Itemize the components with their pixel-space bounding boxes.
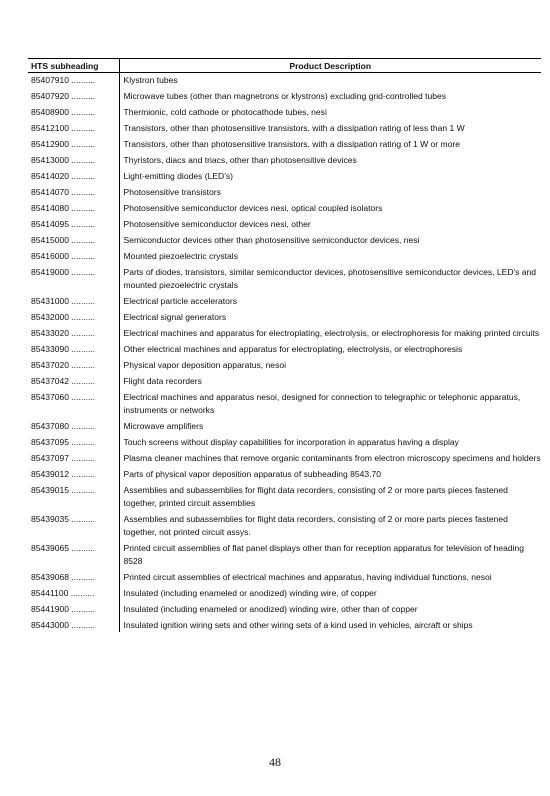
table-row: [28, 201, 541, 217]
hts-code-cell: 85437060 ..........: [31, 392, 96, 402]
table-row: [28, 310, 541, 326]
product-description-cell: Printed circuit assemblies of flat panel displays other than for reception apparatus for television of heading 8528: [119, 541, 541, 570]
hts-code-cell: 85439065 ..........: [31, 543, 96, 553]
table-row: [28, 121, 541, 137]
hts-code-cell: 85437080 ..........: [31, 421, 96, 431]
product-description-cell: Electrical machines and apparatus nesoi, designed for connection to telegraphic or telephonic apparatus, instruments or networks: [119, 390, 541, 419]
table-row: [28, 512, 541, 541]
table-row: [28, 358, 541, 374]
hts-code-cell: 85412900 ..........: [31, 139, 96, 149]
product-description-cell: Microwave amplifiers: [119, 419, 541, 435]
header-row: [28, 59, 541, 73]
table-row: [28, 294, 541, 310]
hts-code-cell: 85419000 ..........: [31, 267, 96, 277]
table-row: [28, 89, 541, 105]
table-row: [28, 249, 541, 265]
table-row: [28, 570, 541, 586]
product-description-cell: Semiconductor devices other than photosensitive semiconductor devices, nesi: [119, 233, 541, 249]
table-row: [28, 342, 541, 358]
table-row: [28, 390, 541, 419]
product-description-cell: Light-emitting diodes (LED's): [119, 169, 541, 185]
hts-code-cell: 85439012 ..........: [31, 469, 96, 479]
table-row: [28, 435, 541, 451]
product-description-cell: Assemblies and subassemblies for flight data recorders, consisting of 2 or more parts pieces fastened together, not printed circuit assys.: [119, 512, 541, 541]
hts-code-cell: 85437095 ..........: [31, 437, 96, 447]
hts-code-cell: 85439068 ..........: [31, 572, 96, 582]
hts-code-cell: 85415000 ..........: [31, 235, 96, 245]
product-description-cell: Photosensitive semiconductor devices nesi, other: [119, 217, 541, 233]
table-row: [28, 73, 541, 90]
hts-code-cell: 85437097 ..........: [31, 453, 96, 463]
table-row: [28, 618, 541, 632]
header-hts-subheading: HTS subheading: [28, 59, 119, 73]
table-row: [28, 541, 541, 570]
table-row: [28, 326, 541, 342]
hts-code-cell: 85432000 ..........: [31, 312, 96, 322]
product-description-cell: Touch screens without display capabilities for incorporation in apparatus having a display: [119, 435, 541, 451]
table-row: [28, 169, 541, 185]
product-description-cell: Transistors, other than photosensitive transistors, with a dissipation rating of 1 W or more: [119, 137, 541, 153]
hts-code-cell: 85439035 ..........: [31, 514, 96, 524]
hts-code-cell: 85407910 ..........: [31, 75, 96, 85]
hts-code-cell: 85412100 ..........: [31, 123, 96, 133]
product-description-cell: Plasma cleaner machines that remove organic contaminants from electron microscopy specimens and holders: [119, 451, 541, 467]
product-description-cell: Electrical machines and apparatus for electroplating, electrolysis, or electrophoresis for making printed circuits: [119, 326, 541, 342]
table-row: [28, 233, 541, 249]
hts-code-cell: 85439015 ..........: [31, 485, 96, 495]
product-description-cell: Printed circuit assemblies of electrical machines and apparatus, having individual functions, nesoi: [119, 570, 541, 586]
hts-code-cell: 85437042 ..........: [31, 376, 96, 386]
hts-code-cell: 85441900 ..........: [31, 604, 96, 614]
table-row: [28, 483, 541, 512]
table-row: [28, 153, 541, 169]
hts-code-cell: 85431000 ..........: [31, 296, 96, 306]
hts-code-cell: 85443000 ..........: [31, 620, 96, 630]
hts-code-cell: 85414095 ..........: [31, 219, 96, 229]
hts-code-cell: 85413000 ..........: [31, 155, 96, 165]
table-header: [28, 59, 541, 73]
product-description-cell: Electrical signal generators: [119, 310, 541, 326]
hts-code-cell: 85416000 ..........: [31, 251, 96, 261]
product-description-cell: Mounted piezoelectric crystals: [119, 249, 541, 265]
hts-code-cell: 85414070 ..........: [31, 187, 96, 197]
product-description-cell: Electrical particle accelerators: [119, 294, 541, 310]
product-description-cell: Physical vapor deposition apparatus, nesoi: [119, 358, 541, 374]
hts-code-cell: 85433020 ..........: [31, 328, 96, 338]
table-row: [28, 467, 541, 483]
hts-code-cell: 85414080 ..........: [31, 203, 96, 213]
table-row: [28, 602, 541, 618]
table-row: [28, 137, 541, 153]
product-description-cell: Photosensitive transistors: [119, 185, 541, 201]
hts-code-cell: 85408900 ..........: [31, 107, 96, 117]
table-row: [28, 185, 541, 201]
table-row: [28, 374, 541, 390]
hts-code-cell: 85441100 ..........: [31, 588, 95, 598]
table-row: [28, 105, 541, 121]
product-description-cell: Thermionic, cold cathode or photocathode tubes, nesi: [119, 105, 541, 121]
table-row: [28, 586, 541, 602]
product-description-cell: Thyristors, diacs and triacs, other than photosensitive devices: [119, 153, 541, 169]
page-number: 48: [269, 755, 281, 769]
product-description-cell: Assemblies and subassemblies for flight data recorders, consisting of 2 or more parts pieces fastened together, printed circuit assemblies: [119, 483, 541, 512]
product-description-cell: Other electrical machines and apparatus for electroplating, electrolysis, or electrophoresis: [119, 342, 541, 358]
hts-code-cell: 85407920 ..........: [31, 91, 96, 101]
product-description-cell: Insulated (including enameled or anodized) winding wire, of copper: [119, 586, 541, 602]
product-description-cell: Parts of diodes, transistors, similar semiconductor devices, photosensitive semiconductor devices, LED's and mounted piezoelectric crystals: [119, 265, 541, 294]
header-product-description: Product Description: [119, 59, 541, 73]
product-description-cell: Insulated (including enameled or anodized) winding wire, other than of copper: [119, 602, 541, 618]
hts-code-cell: 85433090 ..........: [31, 344, 96, 354]
hts-code-cell: 85437020 ..........: [31, 360, 96, 370]
table-row: [28, 265, 541, 294]
product-description-cell: Photosensitive semiconductor devices nesi, optical coupled isolators: [119, 201, 541, 217]
product-description-cell: Transistors, other than photosensitive transistors, with a dissipation rating of less than 1 W: [119, 121, 541, 137]
product-description-cell: Klystron tubes: [119, 73, 541, 90]
table-row: [28, 217, 541, 233]
hts-table: [28, 58, 541, 632]
product-description-cell: Parts of physical vapor deposition apparatus of subheading 8543.70: [119, 467, 541, 483]
table-row: [28, 419, 541, 435]
product-description-cell: Microwave tubes (other than magnetrons or klystrons) excluding grid-controlled tubes: [119, 89, 541, 105]
product-description-cell: Flight data recorders: [119, 374, 541, 390]
product-description-cell: Insulated ignition wiring sets and other wiring sets of a kind used in vehicles, aircraft or ships: [119, 618, 541, 632]
table-body: [28, 73, 541, 633]
table-row: [28, 451, 541, 467]
hts-code-cell: 85414020 ..........: [31, 171, 96, 181]
